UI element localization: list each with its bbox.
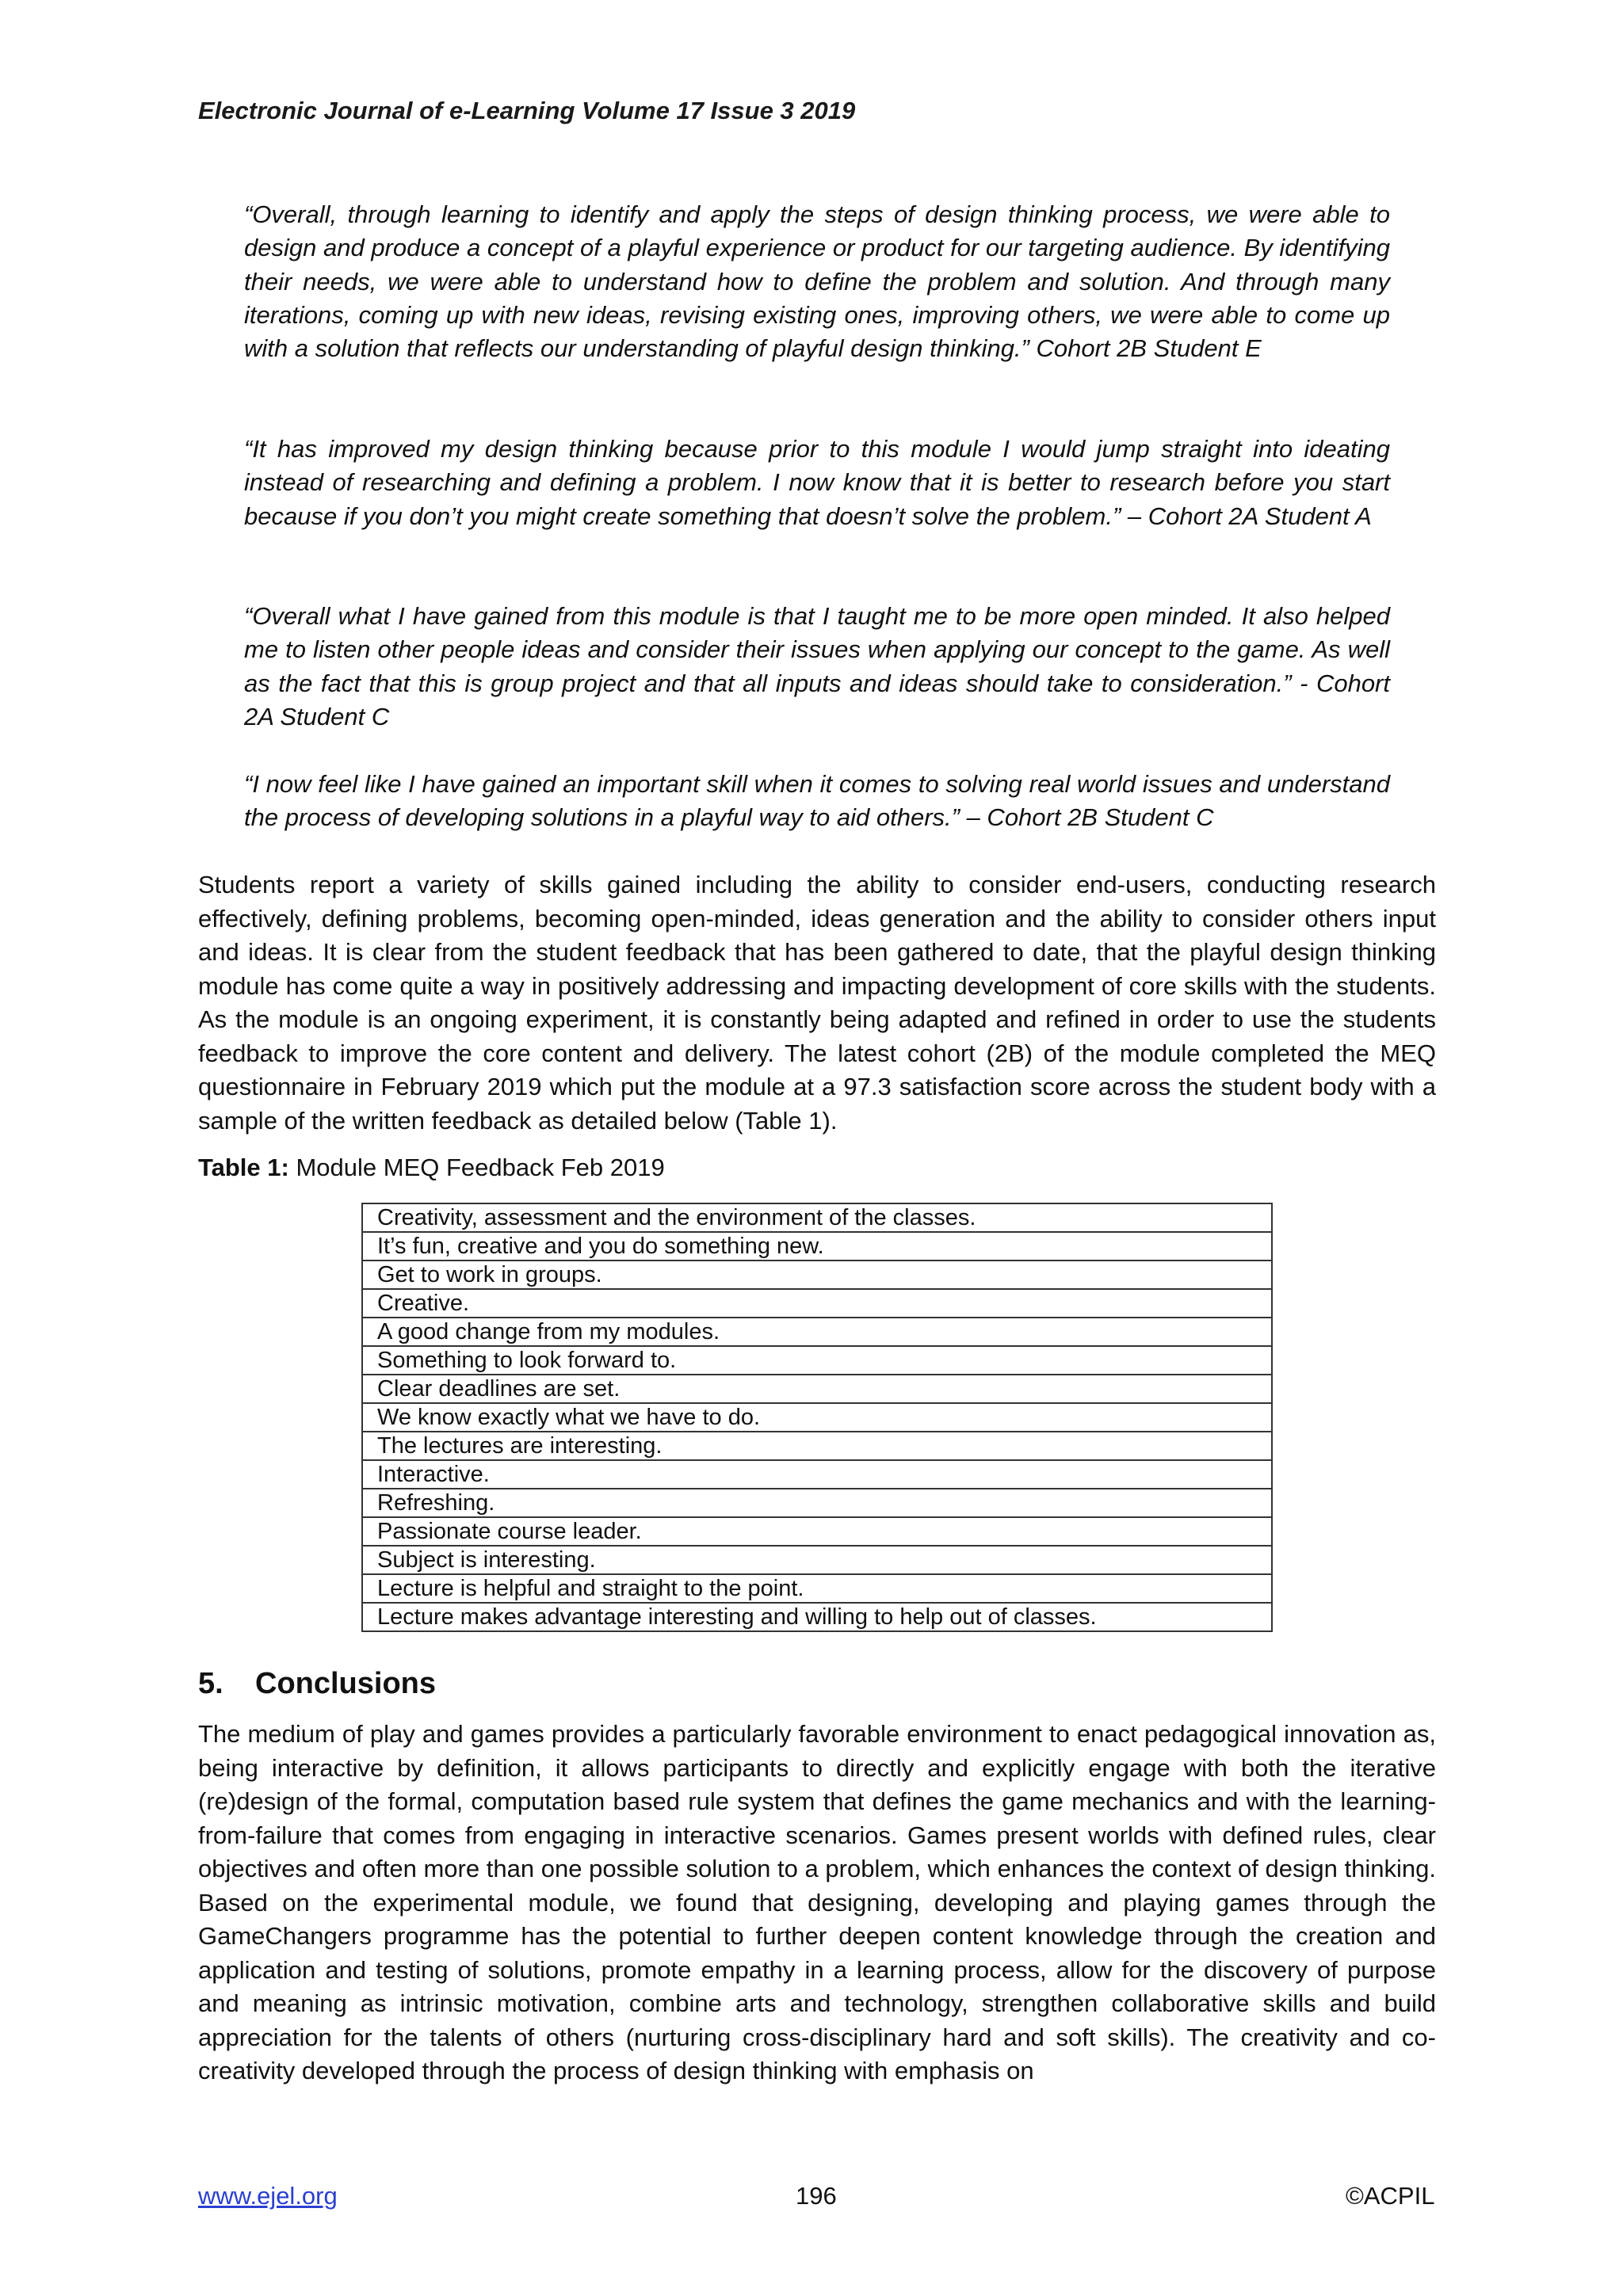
table-row [362,1318,1272,1346]
section-number: 5. [198,1667,223,1700]
table-cell: It’s fun, creative and you do something new. [362,1232,1272,1261]
table-caption-text: Module MEQ Feedback Feb 2019 [288,1154,665,1181]
table-row [362,1261,1272,1289]
table-cell: Something to look forward to. [362,1346,1272,1375]
meq-feedback-table [361,1203,1273,1632]
table-row [362,1489,1272,1517]
page-number: 196 [796,2182,837,2210]
table-cell: Passionate course leader. [362,1517,1272,1546]
section-title: Conclusions [255,1667,437,1700]
paragraph-conclusions: The medium of play and games provides a particularly favorable environment to enact pedagogical innovation as, being interactive by definition, it allows participants to directly and explicitly engage with both the iterative (re)design of the formal, computation based rule system that defines the game mechanics and with the learning-from-failure that comes from engaging in interactive scenarios. Games present worlds with defined rules, clear objectives and often more than one possible solution to a problem, which enhances the context of design thinking. Based on the experimental module, we found that designing, developing and playing games through the GameChangers programme has the potential to further deepen content knowledge through the creation and application and testing of solutions, promote empathy in a learning process, allow for the discovery of purpose and meaning as intrinsic motivation, combine arts and technology, strengthen collaborative skills and build appreciation for the talents of others (nurturing cross-disciplinary hard and soft skills). The creativity and co-creativity developed through the process of design thinking with emphasis on [198,1720,1436,2084]
table-row [362,1603,1272,1631]
table-row [362,1375,1272,1403]
copyright-notice: ©ACPIL [1346,2182,1435,2210]
table-row [362,1346,1272,1375]
table-caption-label: Table 1: [198,1154,289,1181]
table-caption [198,1154,665,1182]
table-cell: Lecture makes advantage interesting and willing to help out of classes. [362,1603,1272,1631]
table-cell: Creative. [362,1289,1272,1318]
table-row [362,1460,1272,1489]
table-row [362,1403,1272,1432]
table-row [362,1289,1272,1318]
table-row [362,1574,1272,1603]
table-cell: Lecture is helpful and straight to the point. [362,1574,1272,1603]
table-cell: A good change from my modules. [362,1318,1272,1346]
student-quote-3: “Overall what I have gained from this module is that I taught me to be more open minded. It also helped me to listen other people ideas and consider their issues when applying our concept to the game. As well as the fact that this is group project and that all inputs and ideas should take to consideration.” - Cohort 2A Student C [244,602,1390,730]
table-row [362,1517,1272,1546]
table-row [362,1546,1272,1574]
table-row [362,1232,1272,1261]
table-cell: Subject is interesting. [362,1546,1272,1574]
journal-running-header: Electronic Journal of e-Learning Volume 17 Issue 3 2019 [198,97,856,124]
student-quote-2: “It has improved my design thinking because prior to this module I would jump straight into ideating instead of researching and defining a problem. I now know that it is better to research before you start because if you don’t you might create something that doesn’t solve the problem.” – Cohort 2A Student A [244,435,1390,530]
table-cell: We know exactly what we have to do. [362,1403,1272,1432]
table-cell: Creativity, assessment and the environment of the classes. [362,1203,1272,1232]
student-quote-4: “I now feel like I have gained an important skill when it comes to solving real world issues and understand the process of developing solutions in a playful way to aid others.” – Cohort 2B Student C [244,770,1390,832]
table-row [362,1432,1272,1460]
paragraph-skills: Students report a variety of skills gained including the ability to consider end-users, conducting research effectively, defining problems, becoming open-minded, ideas generation and the ability to consider others input and ideas. It is clear from the student feedback that has been gathered to date, that the playful design thinking module has come quite a way in positively addressing and impacting development of core skills with the students. As the module is an ongoing experiment, it is constantly being adapted and refined in order to use the students feedback to improve the core content and delivery. The latest cohort (2B) of the module completed the MEQ questionnaire in February 2019 which put the module at a 97.3 satisfaction score across the student body with a sample of the written feedback as detailed below (Table 1). [198,871,1436,1135]
table-cell: Get to work in groups. [362,1261,1272,1289]
section-heading-conclusions [198,1667,436,1701]
student-quote-1: “Overall, through learning to identify and apply the steps of design thinking process, we were able to design and produce a concept of a playful experience or product for our targeting audience. By identifying their needs, we were able to understand how to define the problem and solution. And through many iterations, coming up with new ideas, revising existing ones, improving others, we were able to come up with a solution that reflects our understanding of playful design thinking.” Cohort 2B Student E [244,200,1390,363]
table-row [362,1203,1272,1232]
table-cell: The lectures are interesting. [362,1432,1272,1460]
table-cell: Interactive. [362,1460,1272,1489]
table-cell: Refreshing. [362,1489,1272,1517]
journal-website-link[interactable]: www.ejel.org [198,2182,338,2210]
table-cell: Clear deadlines are set. [362,1375,1272,1403]
